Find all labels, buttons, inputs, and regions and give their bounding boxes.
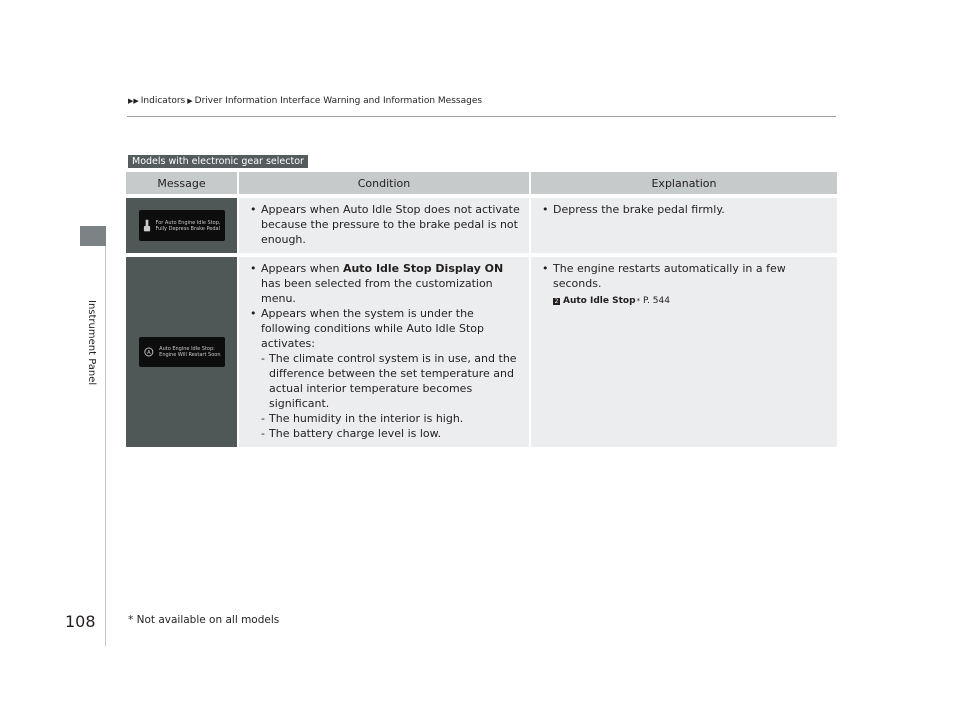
breadcrumb: [128, 94, 482, 108]
breadcrumb-arrow-icon: ▶▶: [128, 97, 139, 105]
section-rule: [105, 246, 106, 646]
condition-bullet: • Appears when Auto Idle Stop does not activate because the pressure to the brake pedal is not enough.: [247, 202, 521, 247]
brake-pedal-icon: [143, 219, 151, 233]
reference-asterisk: *: [636, 297, 641, 305]
table-header-row: [126, 172, 837, 194]
breadcrumb-item-indicators[interactable]: Indicators: [140, 96, 186, 106]
cross-reference-link[interactable]: [553, 294, 829, 309]
page-number: 108: [65, 612, 96, 631]
explanation-cell: [531, 257, 837, 447]
condition-cell: [239, 257, 529, 447]
screen-line: For Auto Engine Idle Stop,: [155, 219, 221, 226]
explanation-bullet: • The engine restarts automatically in a few seconds.: [539, 261, 829, 291]
table-row: [126, 198, 837, 253]
condition-text: Appears when the system is under the following conditions while Auto Idle Stop activates:: [261, 307, 484, 350]
condition-sub-item: - The climate control system is in use, and the difference between the set temperature and actual interior temperature becomes significant.: [261, 351, 521, 411]
condition-cell: [239, 198, 529, 253]
header-explanation: Explanation: [531, 172, 837, 194]
section-tab: [80, 226, 106, 246]
screen-line: Engine Will Restart Soon: [159, 352, 221, 358]
model-tag: Models with electronic gear selector: [128, 155, 308, 168]
message-image-cell: [126, 257, 237, 447]
svg-text:A: A: [146, 350, 151, 357]
condition-text: has been selected from the customization menu.: [261, 277, 493, 305]
screen-line: Auto Engine Idle Stop:: [159, 346, 215, 352]
table-row: [126, 257, 837, 447]
message-screen: [139, 337, 225, 367]
condition-text: Appears when: [261, 262, 343, 275]
header-divider: [127, 116, 836, 117]
condition-bullet: [247, 261, 521, 306]
reference-title: Auto Idle Stop: [563, 296, 636, 306]
setting-name: Auto Idle Stop Display ON: [342, 262, 504, 275]
header-message: Message: [126, 172, 237, 194]
message-image-cell: [126, 198, 237, 253]
condition-sub-item: - The battery charge level is low.: [261, 426, 521, 441]
breadcrumb-item-messages[interactable]: Driver Information Interface Warning and Information Messages: [194, 96, 483, 106]
auto-idle-stop-icon: [143, 346, 155, 358]
header-condition: Condition: [239, 172, 529, 194]
explanation-cell: [531, 198, 837, 253]
section-label: Instrument Panel: [86, 300, 97, 386]
condition-sub-item: - The humidity in the interior is high.: [261, 411, 521, 426]
screen-line: Fully Depress Brake Pedal: [155, 225, 220, 232]
explanation-bullet: • Depress the brake pedal firmly.: [539, 202, 829, 217]
message-screen: [139, 210, 225, 241]
message-table: [124, 168, 839, 451]
footnote: * Not available on all models: [128, 614, 280, 626]
reference-page: P. 544: [643, 296, 670, 306]
reference-arrow-icon: 2: [554, 298, 559, 305]
condition-bullet: [247, 306, 521, 441]
breadcrumb-arrow-icon: ▶: [187, 97, 193, 105]
